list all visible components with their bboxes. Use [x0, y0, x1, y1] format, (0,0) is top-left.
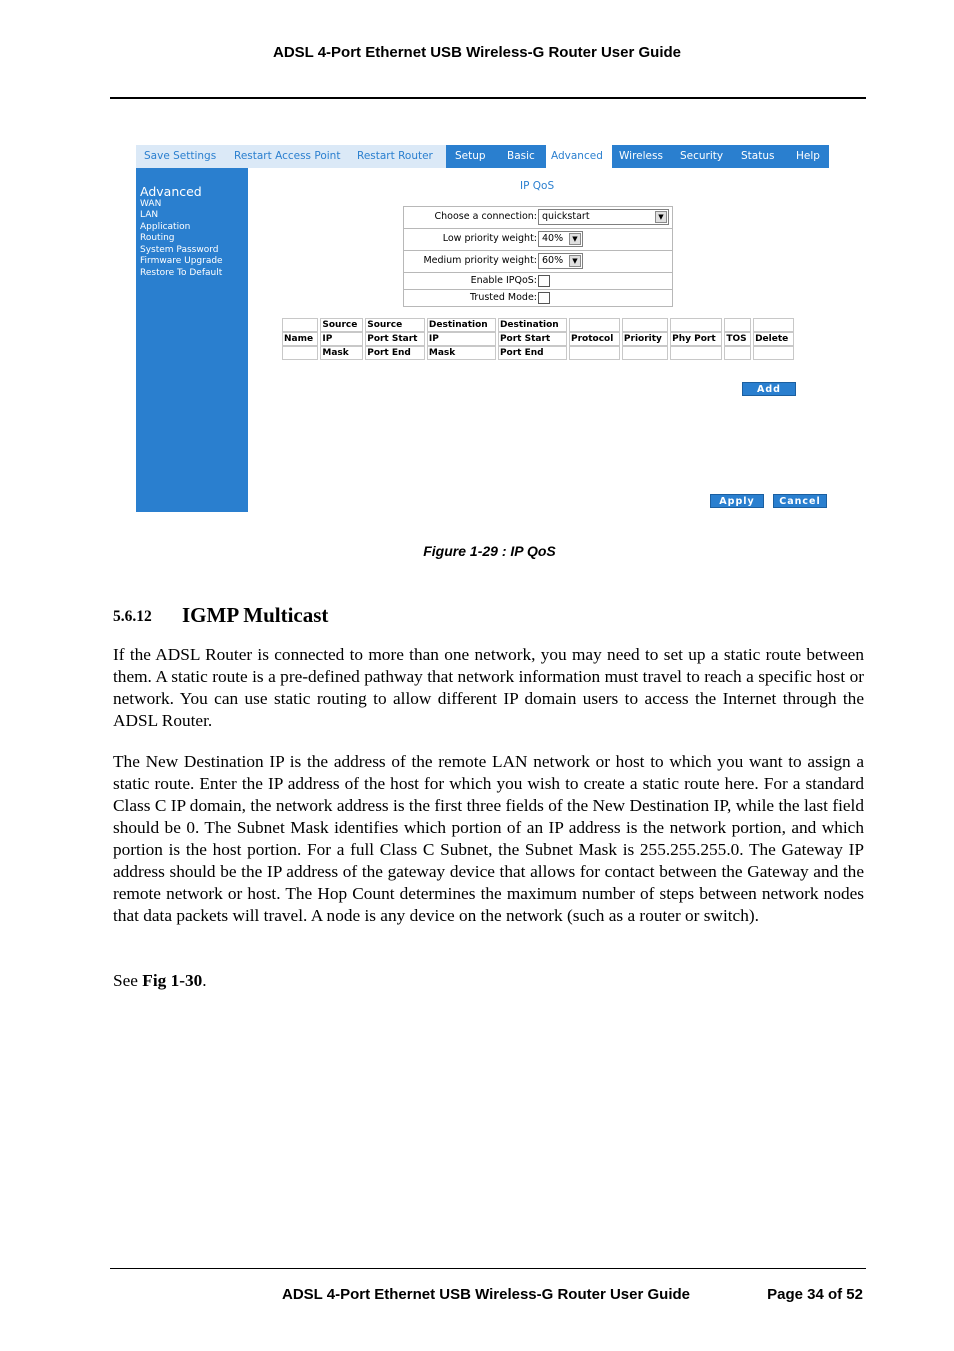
paragraph-destination-ip: The New Destination IP is the address of the remote LAN network or host to which you want to assign a static route. Enter the IP address of the host for which you wish to create a static route here. For a standard Class C IP domain, the network address is the first three fields of the New Destination IP, while the last field should be 0. The Subnet Mask identifies which portion of an IP address is the network portion, and which portion is the host portion. For a full Class C Subnet, the Subnet Mask is 255.255.255.0. The Gateway IP address should be the IP address of the gateway device that allows for contact between the Gateway and the remote network or host. The Hop Count determines the maximum number of steps between network nodes that data packets will travel. A node is any device on the network (such as a router or switch). [113, 752, 864, 925]
qos-settings-form [403, 206, 673, 307]
sidebar [136, 168, 248, 512]
cancel-button[interactable]: Cancel [773, 494, 827, 508]
footer-divider [110, 1268, 866, 1269]
column-header-priority: Priority [622, 332, 668, 346]
low-priority-label: Low priority weight: [442, 233, 537, 244]
chevron-down-icon: ▼ [569, 233, 581, 245]
header-title: ADSL 4-Port Ethernet USB Wireless-G Router User Guide [272, 44, 681, 61]
connection-select[interactable]: quickstart ▼ [538, 209, 669, 225]
column-header-destination-ip: IP [427, 332, 496, 346]
medium-priority-select[interactable]: 60% ▼ [538, 253, 583, 269]
sidebar-heading: Advanced [140, 184, 202, 199]
tab-advanced[interactable]: Advanced [546, 145, 612, 168]
sidebar-item-lan[interactable]: LAN [140, 210, 159, 220]
sidebar-item-application[interactable]: Application [140, 222, 191, 232]
trusted-mode-checkbox[interactable] [538, 292, 550, 304]
table-header-row-3: Mask Port End Mask Port End [282, 346, 794, 360]
sidebar-item-firmware-upgrade[interactable]: Firmware Upgrade [140, 256, 223, 266]
column-header-delete: Delete [753, 332, 794, 346]
column-header-protocol: Protocol [569, 332, 620, 346]
enable-ipqos-checkbox[interactable] [538, 275, 550, 287]
sidebar-item-routing[interactable]: Routing [140, 233, 175, 243]
medium-priority-label: Medium priority weight: [423, 255, 537, 266]
column-header-phy-port: Phy Port [670, 332, 722, 346]
enable-ipqos-label: Enable IPQoS: [470, 275, 537, 286]
table-header-row-2 [282, 332, 794, 346]
connection-label: Choose a connection: [434, 211, 537, 222]
paragraph-static-route: If the ADSL Router is connected to more than one network, you may need to set up a static route between them. A static route is a pre-defined pathway that network information must travel to reach a specific host or network. You can use static routing to allow different IP domain users to access the Internet through the ADSL Router. [113, 645, 864, 730]
column-header-source-port: Port Start [365, 332, 425, 346]
section-title: IGMP Multicast [182, 603, 329, 627]
tab-basic[interactable]: Basic [507, 150, 535, 162]
figure-caption: Figure 1-29 : IP QoS [423, 543, 556, 559]
tab-status[interactable]: Status [741, 150, 775, 162]
restart-router-link[interactable]: Restart Router [357, 150, 433, 162]
footer-title: ADSL 4-Port Ethernet USB Wireless-G Router User Guide [282, 1286, 691, 1303]
column-header-name: Name [282, 332, 318, 346]
column-header-destination-port: Port Start [498, 332, 567, 346]
restart-access-point-link[interactable]: Restart Access Point [234, 150, 341, 162]
tab-wireless[interactable]: Wireless [619, 150, 663, 162]
table-header-row-1: Source Source Destination Destination [282, 318, 794, 332]
see-also-reference: See Fig 1-30. [113, 971, 207, 990]
page-title: IP QoS [520, 180, 555, 192]
qos-rules-table [280, 318, 796, 360]
sidebar-item-wan[interactable]: WAN [140, 199, 162, 209]
trusted-mode-label: Trusted Mode: [470, 292, 537, 303]
tab-help[interactable]: Help [796, 150, 820, 162]
column-header-tos: TOS [724, 332, 751, 346]
add-button[interactable]: Add [742, 382, 796, 396]
top-navigation-bar [136, 145, 829, 168]
tab-security[interactable]: Security [680, 150, 724, 162]
sidebar-item-system-password[interactable]: System Password [140, 245, 219, 255]
save-settings-link[interactable]: Save Settings [144, 150, 217, 162]
tab-setup[interactable]: Setup [455, 150, 486, 162]
router-screenshot [136, 145, 829, 512]
figure-reference: Fig 1-30 [142, 971, 203, 990]
chevron-down-icon: ▼ [655, 211, 667, 223]
section-number: 5.6.12 [113, 608, 152, 625]
low-priority-select[interactable]: 40% ▼ [538, 231, 583, 247]
page-number: Page 34 of 52 [767, 1286, 863, 1303]
chevron-down-icon: ▼ [569, 255, 581, 267]
apply-button[interactable]: Apply [710, 494, 764, 508]
column-header-source-ip: IP [320, 332, 363, 346]
sidebar-item-restore-default[interactable]: Restore To Default [140, 268, 223, 278]
header-divider [110, 97, 866, 99]
